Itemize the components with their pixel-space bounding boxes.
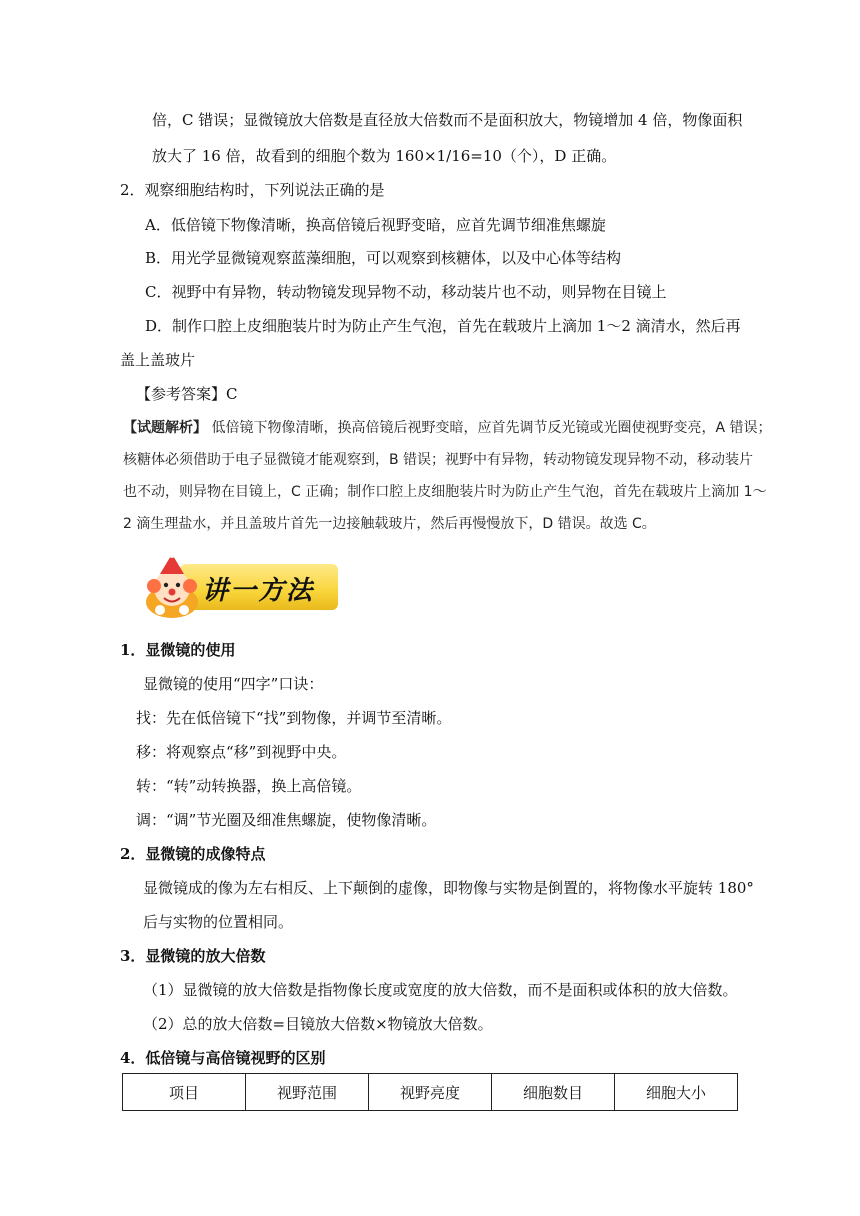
analysis-label: 【试题解析】 (123, 420, 207, 436)
text-line: 放大了 16 倍，故看到的细胞个数为 160×1/16=10（个），D 正确。 (152, 147, 617, 165)
banner-title: 讲一方法 (202, 576, 315, 606)
table-header-cell: 项目 (123, 1074, 246, 1111)
comparison-table (122, 1073, 738, 1111)
table-header-row (123, 1074, 738, 1111)
question-2: 2．观察细胞结构时，下列说法正确的是 (120, 181, 385, 199)
paragraph: 调：“调”节光圈及细准焦螺旋，使物像清晰。 (136, 811, 437, 829)
paragraph: 显微镜成的像为左右相反、上下颠倒的虚像，即物像与实物是倒置的，将物像水平旋转 180° (143, 879, 754, 897)
option-d: D．制作口腔上皮细胞装片时为防止产生气泡，首先在载玻片上滴加 1～2 滴清水，然后再 (145, 317, 741, 335)
option-a: A．低倍镜下物像清晰，换高倍镜后视野变暗，应首先调节细准焦螺旋 (145, 216, 606, 234)
text-line: 倍，C 错误；显微镜放大倍数是直径放大倍数而不是面积放大，物镜增加 4 倍，物像面积 (152, 111, 743, 129)
heading-1: 1．显微镜的使用 (120, 641, 236, 659)
option-c: C．视野中有异物，转动物镜发现异物不动，移动装片也不动，则异物在目镜上 (145, 283, 667, 301)
analysis-text: 低倍镜下物像清晰，换高倍镜后视野变暗，应首先调节反光镜或光圈使视野变亮，A 错误； (211, 420, 772, 436)
clown-icon (140, 552, 204, 620)
paragraph: 移：将观察点“移”到视野中央。 (136, 743, 347, 761)
paragraph: 后与实物的位置相同。 (143, 913, 294, 931)
option-b: B．用光学显微镜观察蓝藻细胞，可以观察到核糖体，以及中心体等结构 (145, 249, 622, 267)
option-d-cont: 盖上盖玻片 (120, 351, 196, 369)
paragraph: （2）总的放大倍数=目镜放大倍数×物镜放大倍数。 (143, 1015, 493, 1033)
heading-3: 3．显微镜的放大倍数 (120, 947, 266, 965)
analysis-line: 2 滴生理盐水，并且盖玻片首先一边接触载玻片，然后再慢慢放下，D 错误。故选 C。 (123, 516, 656, 532)
table-header-cell: 细胞大小 (615, 1074, 738, 1111)
section-banner (140, 552, 338, 620)
analysis-line: 核糖体必须借助于电子显微镜才能观察到，B 错误；视野中有异物，转动物镜发现异物不动，移动装片 (123, 452, 754, 468)
paragraph: 转：“转”动转换器，换上高倍镜。 (136, 777, 362, 795)
table-header-cell: 视野范围 (246, 1074, 369, 1111)
table-header-cell: 视野亮度 (369, 1074, 492, 1111)
analysis-line (123, 418, 771, 438)
analysis-line: 也不动，则异物在目镜上，C 正确；制作口腔上皮细胞装片时为防止产生气泡，首先在载玻片上滴加 1～ (123, 484, 767, 500)
paragraph: 显微镜的使用“四字”口诀： (143, 675, 324, 693)
table-header-cell: 细胞数目 (492, 1074, 615, 1111)
heading-2: 2．显微镜的成像特点 (120, 845, 266, 863)
paragraph: 找：先在低倍镜下“找”到物像，并调节至清晰。 (136, 709, 452, 727)
reference-answer: 【参考答案】C (136, 385, 238, 403)
heading-4: 4．低倍镜与高倍镜视野的区别 (120, 1049, 326, 1067)
paragraph: （1）显微镜的放大倍数是指物像长度或宽度的放大倍数，而不是面积或体积的放大倍数。 (143, 981, 738, 999)
